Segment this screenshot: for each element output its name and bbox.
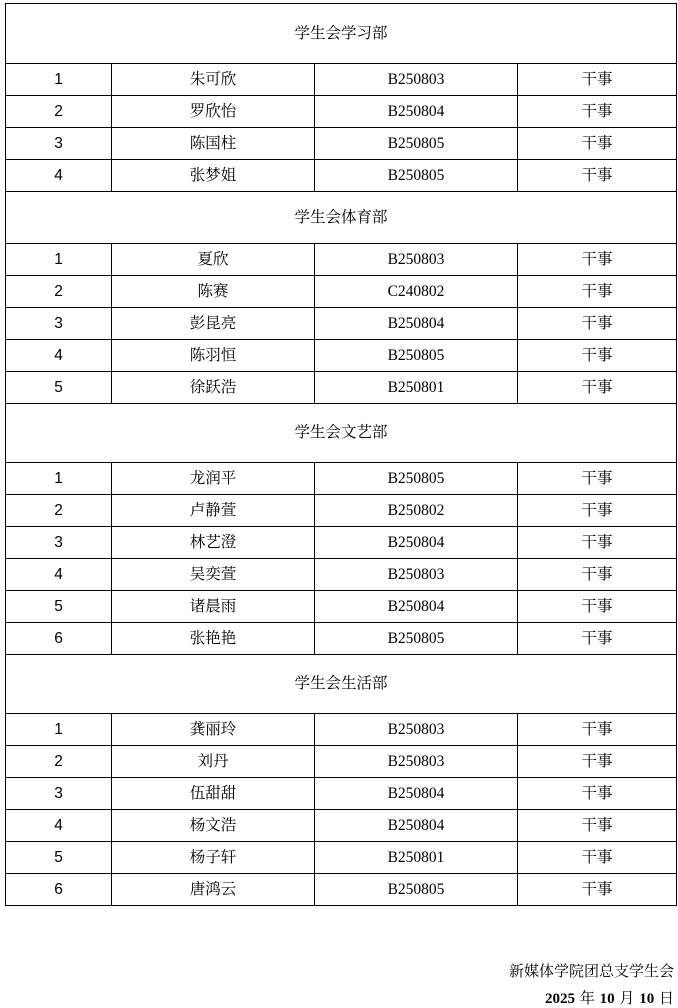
member-role: 干事 — [518, 128, 677, 160]
member-name: 陈羽恒 — [112, 340, 315, 372]
member-class-code: B250805 — [315, 340, 518, 372]
member-role: 干事 — [518, 810, 677, 842]
member-class-code: B250803 — [315, 64, 518, 96]
member-row — [6, 128, 677, 160]
member-row — [6, 96, 677, 128]
member-role: 干事 — [518, 64, 677, 96]
roster-body — [6, 4, 677, 906]
member-class-code: B250804 — [315, 810, 518, 842]
member-index: 1 — [6, 463, 112, 495]
member-index: 5 — [6, 591, 112, 623]
member-index: 1 — [6, 244, 112, 276]
member-class-code: B250805 — [315, 128, 518, 160]
member-row — [6, 874, 677, 906]
date-month-char: 月 — [619, 989, 635, 1007]
member-name: 张梦姐 — [112, 160, 315, 192]
member-name: 陈赛 — [112, 276, 315, 308]
date-year-char: 年 — [579, 989, 595, 1007]
member-row — [6, 160, 677, 192]
member-row — [6, 527, 677, 559]
department-header-row — [6, 655, 677, 714]
member-name: 朱可欣 — [112, 64, 315, 96]
document-date — [545, 987, 674, 1008]
department-header-row — [6, 404, 677, 463]
member-class-code: B250805 — [315, 160, 518, 192]
roster-table — [5, 3, 677, 906]
member-index: 4 — [6, 160, 112, 192]
member-role: 干事 — [518, 591, 677, 623]
member-name: 徐跃浩 — [112, 372, 315, 404]
member-class-code: B250803 — [315, 714, 518, 746]
organization-signature: 新媒体学院团总支学生会 — [508, 962, 674, 980]
member-row — [6, 714, 677, 746]
member-name: 吴奕萱 — [112, 559, 315, 591]
department-title: 学生会体育部 — [6, 192, 677, 244]
department-header-row — [6, 4, 677, 64]
member-role: 干事 — [518, 527, 677, 559]
member-class-code: C240802 — [315, 276, 518, 308]
member-row — [6, 495, 677, 527]
member-name: 唐鸿云 — [112, 874, 315, 906]
member-role: 干事 — [518, 96, 677, 128]
member-name: 张艳艳 — [112, 623, 315, 655]
member-name: 林艺澄 — [112, 527, 315, 559]
member-row — [6, 463, 677, 495]
member-role: 干事 — [518, 559, 677, 591]
member-class-code: B250805 — [315, 623, 518, 655]
member-role: 干事 — [518, 495, 677, 527]
member-role: 干事 — [518, 778, 677, 810]
date-year: 2025 — [545, 991, 576, 1007]
member-row — [6, 276, 677, 308]
member-role: 干事 — [518, 623, 677, 655]
member-class-code: B250805 — [315, 874, 518, 906]
member-name: 陈国柱 — [112, 128, 315, 160]
member-role: 干事 — [518, 160, 677, 192]
member-role: 干事 — [518, 714, 677, 746]
member-row — [6, 810, 677, 842]
member-name: 罗欣怡 — [112, 96, 315, 128]
department-title: 学生会文艺部 — [6, 404, 677, 463]
member-class-code: B250804 — [315, 527, 518, 559]
member-row — [6, 746, 677, 778]
member-row — [6, 244, 677, 276]
member-class-code: B250803 — [315, 559, 518, 591]
member-index: 3 — [6, 128, 112, 160]
member-index: 4 — [6, 559, 112, 591]
date-month: 10 — [599, 991, 615, 1007]
member-name: 杨子轩 — [112, 842, 315, 874]
member-name: 刘丹 — [112, 746, 315, 778]
member-class-code: B250804 — [315, 308, 518, 340]
member-row — [6, 559, 677, 591]
member-row — [6, 340, 677, 372]
member-index: 1 — [6, 64, 112, 96]
member-row — [6, 591, 677, 623]
member-name: 诸晨雨 — [112, 591, 315, 623]
member-index: 6 — [6, 623, 112, 655]
member-role: 干事 — [518, 372, 677, 404]
member-role: 干事 — [518, 276, 677, 308]
member-class-code: B250804 — [315, 591, 518, 623]
date-day: 10 — [639, 991, 655, 1007]
member-class-code: B250804 — [315, 778, 518, 810]
member-index: 3 — [6, 308, 112, 340]
member-index: 3 — [6, 778, 112, 810]
member-name: 卢静萱 — [112, 495, 315, 527]
member-index: 6 — [6, 874, 112, 906]
member-row — [6, 372, 677, 404]
member-class-code: B250805 — [315, 463, 518, 495]
member-index: 4 — [6, 810, 112, 842]
member-role: 干事 — [518, 463, 677, 495]
member-index: 2 — [6, 276, 112, 308]
member-index: 4 — [6, 340, 112, 372]
member-class-code: B250803 — [315, 746, 518, 778]
member-row — [6, 623, 677, 655]
member-class-code: B250801 — [315, 372, 518, 404]
member-index: 3 — [6, 527, 112, 559]
member-role: 干事 — [518, 874, 677, 906]
member-name: 龚丽玲 — [112, 714, 315, 746]
department-header-row — [6, 192, 677, 244]
member-name: 彭昆亮 — [112, 308, 315, 340]
member-index: 2 — [6, 96, 112, 128]
member-index: 1 — [6, 714, 112, 746]
member-name: 杨文浩 — [112, 810, 315, 842]
member-name: 龙润平 — [112, 463, 315, 495]
member-name: 伍甜甜 — [112, 778, 315, 810]
date-day-char: 日 — [658, 989, 674, 1007]
department-title: 学生会生活部 — [6, 655, 677, 714]
member-role: 干事 — [518, 244, 677, 276]
member-class-code: B250804 — [315, 96, 518, 128]
member-row — [6, 308, 677, 340]
member-index: 2 — [6, 746, 112, 778]
member-class-code: B250803 — [315, 244, 518, 276]
member-index: 2 — [6, 495, 112, 527]
member-role: 干事 — [518, 340, 677, 372]
member-role: 干事 — [518, 842, 677, 874]
member-class-code: B250801 — [315, 842, 518, 874]
member-index: 5 — [6, 842, 112, 874]
member-row — [6, 778, 677, 810]
member-role: 干事 — [518, 308, 677, 340]
member-row — [6, 842, 677, 874]
member-row — [6, 64, 677, 96]
department-title: 学生会学习部 — [6, 4, 677, 64]
member-name: 夏欣 — [112, 244, 315, 276]
member-class-code: B250802 — [315, 495, 518, 527]
member-role: 干事 — [518, 746, 677, 778]
member-index: 5 — [6, 372, 112, 404]
